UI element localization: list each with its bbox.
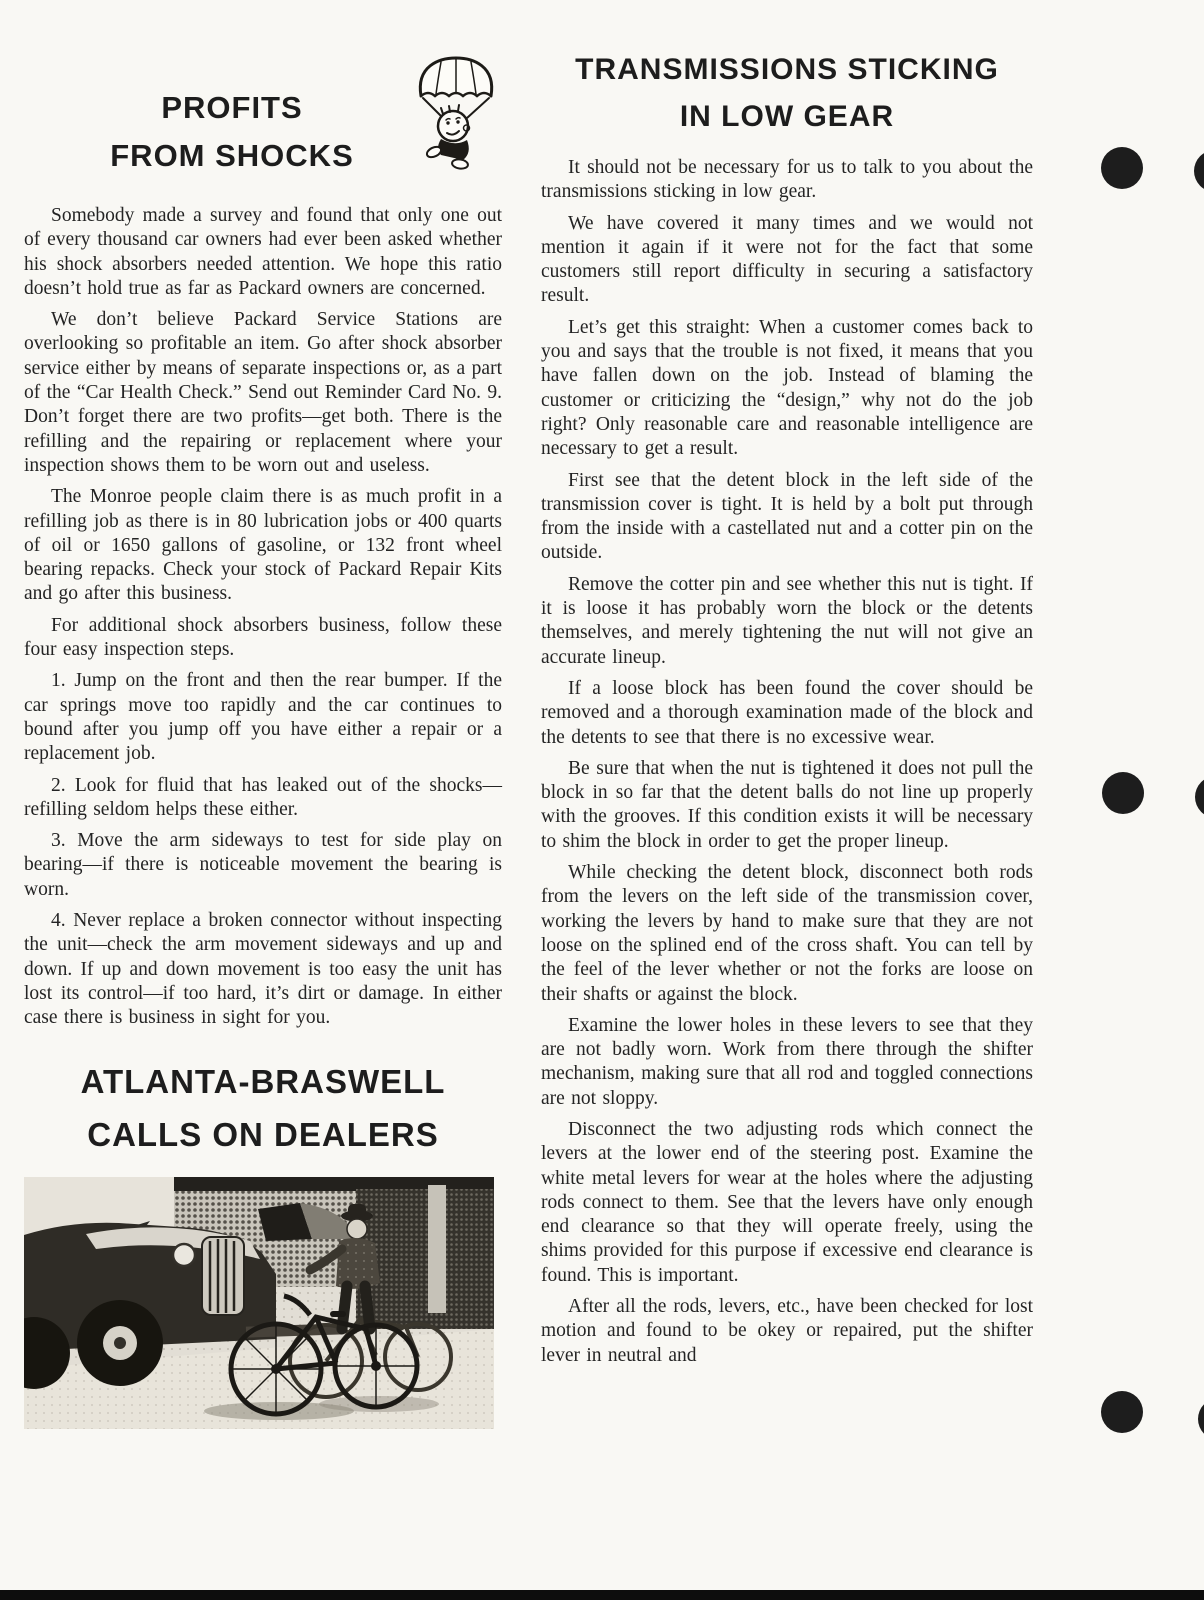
shocks-article-title xyxy=(64,84,400,180)
punch-hole-top xyxy=(1101,147,1143,189)
shocks-article-header xyxy=(24,54,502,180)
body-paragraph: The Monroe people claim there is as much profit in a refilling job as there is in 80 lubrication jobs or 400 quarts of oil or 1650 gallons of gasoline, or 132 front wheel bearing repacks. Check your stock of Packard Repair Kits and go after this business. xyxy=(24,486,502,605)
left-column xyxy=(24,54,502,1429)
dealer-visit-photo xyxy=(24,1177,494,1429)
punch-hole-middle-edge xyxy=(1195,776,1204,818)
body-paragraph: 4. Never replace a broken connector without inspecting the unit—check the arm movement sideways and up and down. If up and down movement is too easy the unit has lost its control—if too hard, it’s dirt or damage. In either case there is business in sight for you. xyxy=(24,910,502,1029)
body-paragraph: We have covered it many times and we would not mention it again if it were not for the fact that some customers still report difficulty in securing a satisfactory result. xyxy=(541,212,1033,307)
body-paragraph: Disconnect the two adjusting rods which connect the levers at the lower end of the steering post. Examine the white metal levers for wear at the holes where the adjusting rods connect to them. See that the levers have only enough end clearance so that they will operate freely, using the shims provided for this purpose if excessive end clearance is found. This is important. xyxy=(541,1118,1033,1286)
punch-hole-bottom-edge xyxy=(1198,1398,1204,1440)
body-paragraph: It should not be necessary for us to talk to you about the transmissions sticking in low gear. xyxy=(541,157,1033,203)
body-paragraph: While checking the detent block, disconnect both rods from the levers on the left side of the transmission cover, working the levers by hand to make sure that they are not loose on the splined end of the cross shaft. You can tell by the feel of the lever whether or not the forks are loose on their shafts or against the block. xyxy=(541,862,1033,1005)
parachuting-man-icon xyxy=(410,54,502,172)
right-column xyxy=(541,46,1033,1375)
body-paragraph: Somebody made a survey and found that only one out of every thousand car owners had ever been asked whether his shock absorbers needed attention. We hope this ratio doesn’t hold true as far as Packard owners are concerned. xyxy=(24,205,502,299)
transmissions-title-line2: IN LOW GEAR xyxy=(679,100,895,133)
body-paragraph: For additional shock absorbers business, follow these four easy inspection steps. xyxy=(24,614,502,661)
body-paragraph: If a loose block has been found the cover should be removed and a thorough examination made of the block and the detents to see that there is no excessive wear. xyxy=(541,677,1033,748)
transmissions-title-line1: TRANSMISSIONS STICKING xyxy=(575,53,999,86)
body-paragraph: 1. Jump on the front and then the rear bumper. If the car springs move too rapidly and the car continues to bound after you jump off you have either a repair or a replacement job. xyxy=(24,670,502,765)
braswell-title-line2: CALLS ON DEALERS xyxy=(87,1115,439,1153)
body-paragraph: Let’s get this straight: When a customer comes back to you and says that the trouble is not fixed, it means that you have fallen down on the job. Instead of blaming the customer or criticizing the “design,” why not do the job right? Only reasonable care and reasonable intelligence are necessary to get a result. xyxy=(541,316,1033,460)
braswell-title-line1: ATLANTA-BRASWELL xyxy=(80,1062,446,1100)
body-paragraph: Examine the lower holes in these levers to see that they are not badly worn. Work from there through the shifter mechanism, making sure that all rod and toggled connections are not sloppy. xyxy=(541,1014,1033,1109)
punch-hole-bottom xyxy=(1101,1391,1143,1433)
body-paragraph: 3. Move the arm sideways to test for side play on bearing—if there is noticeable movement the bearing is worn. xyxy=(24,830,502,900)
body-paragraph: Be sure that when the nut is tightened it does not pull the block in so far that the detent balls do not line up properly with the grooves. If this condition exists it will be necessary to shim the block in order to get the proper lineup. xyxy=(541,757,1033,852)
body-paragraph: We don’t believe Packard Service Stations are overlooking so profitable an item. Go after shock absorber service either by means of separate inspections or, as a part of the “Car Health Check.” Send out Reminder Card No. 9. Don’t forget there are two profits—get both. There is the refilling and the repairing or replacement where your inspection shows them to be worn out and useless. xyxy=(24,309,503,476)
shocks-title-line1: PROFITS xyxy=(161,90,303,125)
transmissions-article-title xyxy=(541,46,1033,140)
punch-hole-middle xyxy=(1102,772,1144,814)
braswell-article-title xyxy=(24,1055,502,1161)
body-paragraph: First see that the detent block in the left side of the transmission cover is tight. It is held by a bolt put through from the inside with a castellated nut and a cotter pin on the outside. xyxy=(541,469,1033,564)
page-bottom-edge xyxy=(0,1590,1204,1600)
body-paragraph: Remove the cotter pin and see whether this nut is tight. If it is loose it has probably worn the block or the detents themselves, and merely tightening the nut will not give an accurate lineup. xyxy=(541,573,1033,668)
body-paragraph: After all the rods, levers, etc., have been checked for lost motion and found to be okey or repaired, put the shifter lever in neutral and xyxy=(541,1296,1033,1366)
punch-hole-top-edge xyxy=(1194,150,1204,192)
body-paragraph: 2. Look for fluid that has leaked out of the shocks—refilling seldom helps these either. xyxy=(24,774,502,820)
shocks-title-line2: FROM SHOCKS xyxy=(110,138,354,173)
